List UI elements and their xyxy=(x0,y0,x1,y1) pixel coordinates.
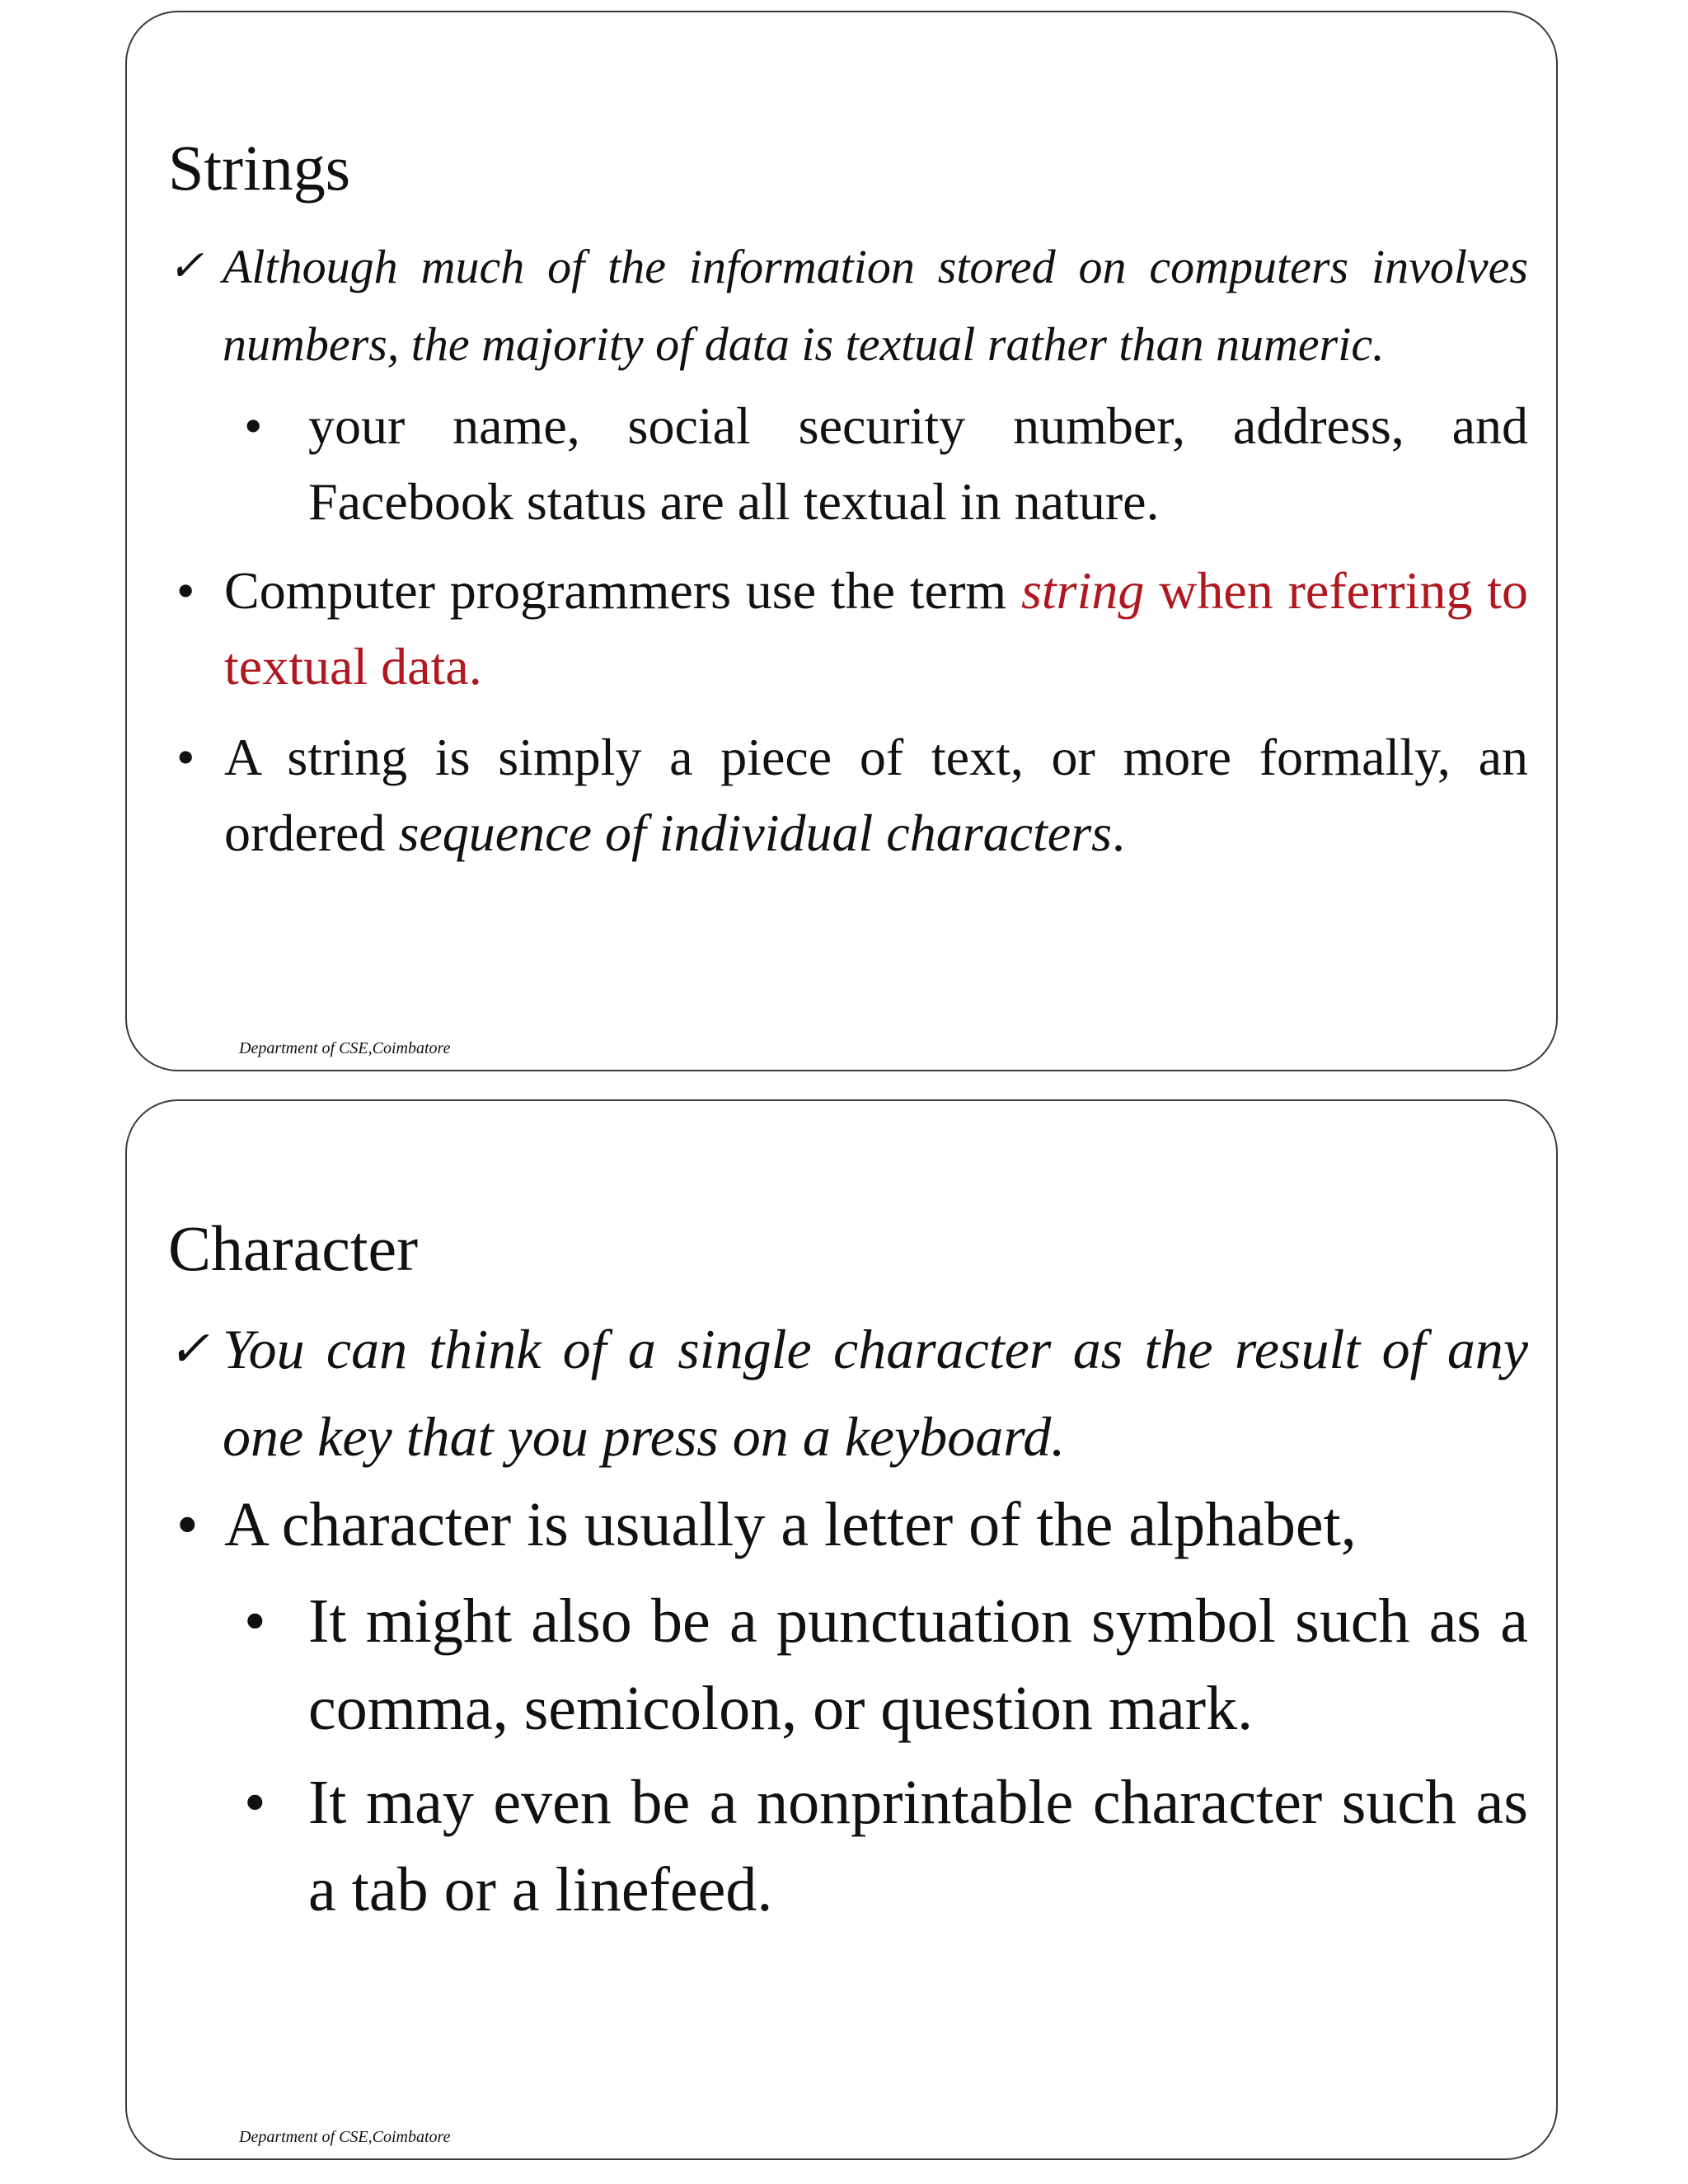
bullet-icon: • xyxy=(244,1768,266,1837)
bullet-icon: • xyxy=(176,728,195,786)
bullet-icon: • xyxy=(244,396,263,455)
bullet-point xyxy=(176,1483,1528,1566)
slide-character xyxy=(125,1099,1558,2160)
slide-title: Strings xyxy=(168,132,351,204)
bullet-icon: • xyxy=(176,1490,199,1559)
check-point xyxy=(168,1305,1528,1480)
highlighted-term: string xyxy=(1020,561,1145,620)
check-mark-icon: ✓ xyxy=(168,1322,210,1376)
check-mark-icon: ✓ xyxy=(168,243,204,290)
bullet-text: A character is usually a letter of the alphabet, xyxy=(224,1490,1357,1559)
bullet-text-start: A string is simply a piece of text, or more formally, an ordered xyxy=(224,728,1528,862)
sub-bullet-text: your name, social security number, address, and Facebook status are all textual in nature. xyxy=(308,396,1528,531)
slide-footer: Department of CSE,Coimbatore xyxy=(239,1039,451,1057)
emphasized-text: sequence of individual characters xyxy=(398,804,1112,862)
bullet-icon: • xyxy=(244,1586,266,1656)
bullet-text-red: when referring to textual data. xyxy=(224,561,1529,696)
bullet-text-start: Computer programmers use the term xyxy=(224,561,1007,620)
slide-footer: Department of CSE,Coimbatore xyxy=(239,2128,451,2146)
slide-title: Character xyxy=(168,1212,419,1284)
sub-bullet-text: It might also be a punctuation symbol such as a comma, semicolon, or question mark. xyxy=(308,1586,1528,1743)
sub-bullet-point xyxy=(226,1577,1528,1752)
check-point xyxy=(168,228,1528,383)
bullet-point xyxy=(176,719,1528,871)
check-point-text: Although much of the information stored on computers involves numbers, the majority of data is textual rather than numeric. xyxy=(223,240,1528,371)
sub-bullet-point xyxy=(226,1759,1528,1933)
bullet-text-end: . xyxy=(1112,804,1125,862)
check-point-text: You can think of a single character as the result of any one key that you press on a keyboard. xyxy=(223,1318,1528,1468)
bullet-icon: • xyxy=(176,561,195,620)
sub-bullet-text: It may even be a nonprintable character such as a tab or a linefeed. xyxy=(308,1768,1528,1924)
slide-strings xyxy=(125,11,1558,1071)
sub-bullet-point xyxy=(226,388,1528,540)
bullet-point xyxy=(176,553,1528,705)
